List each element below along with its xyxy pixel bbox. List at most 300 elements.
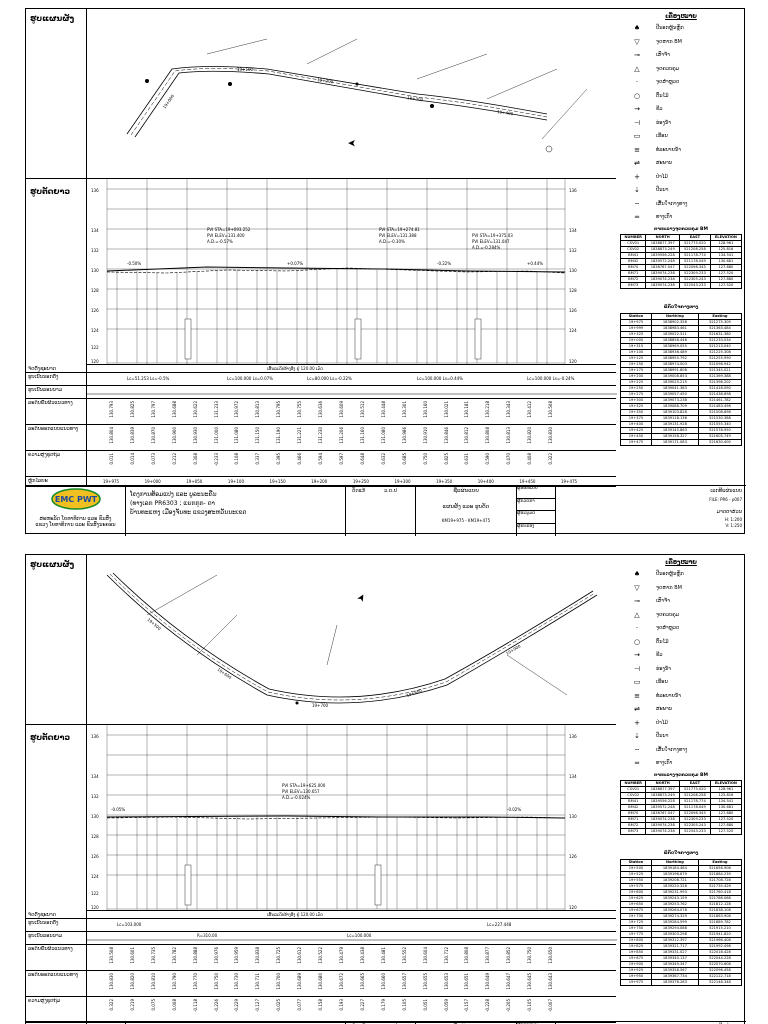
station-label: 19+300	[394, 479, 411, 484]
table-cell: BM72	[621, 823, 646, 829]
legend-symbol-icon: ▽	[634, 583, 640, 592]
legend-item	[616, 637, 746, 648]
row-label: ຄວາມສູງຂຸດຖົມ	[28, 452, 61, 458]
ground-level-value: 130.412	[527, 401, 533, 418]
ground-level-value: 130.782	[171, 947, 177, 964]
legend-symbol-icon: ═	[634, 213, 640, 221]
pvi-elev: PVI ELEV=131.400	[207, 233, 245, 238]
table-header-cell: ELEVATION	[710, 235, 741, 241]
table-row	[621, 380, 742, 386]
design-level-value: 130.812	[464, 427, 470, 444]
role-approver: ຜູ້ອະນຸມັດ	[517, 511, 556, 524]
road-station-label: 19+300	[406, 95, 424, 103]
y-tick-label-right: 128	[569, 288, 577, 293]
legend-symbol-icon: ⊸	[634, 597, 640, 605]
drawing-sheet-2	[25, 554, 745, 1024]
ground-level-value: 130.552	[401, 947, 407, 964]
y-tick-label: 124	[91, 874, 99, 879]
ground-level-value: 130.636	[318, 401, 324, 418]
table-cell: 19+475	[621, 440, 652, 446]
table-cell: BM72	[621, 277, 646, 283]
cut-fill-value: 0.322	[548, 453, 554, 465]
north-arrow-icon: ➤	[347, 137, 356, 148]
table-cell: 521708.728	[698, 878, 741, 884]
legend-item-label: ປ່າໄມ້	[656, 173, 668, 180]
table-cell: 19+275	[621, 392, 652, 398]
sheet-number-box	[616, 485, 746, 535]
table-cell: 19+400	[621, 422, 652, 428]
table-row	[621, 956, 742, 962]
design-level-row	[26, 971, 616, 997]
ground-level-value: 130.755	[297, 401, 303, 418]
table-cell: 1839572.248	[646, 259, 680, 265]
table-cell: 19+000	[621, 338, 652, 344]
ground-level-value: 130.609	[339, 401, 344, 418]
pvi-sta: PVI STA=19+625.000	[282, 783, 326, 788]
row-label: ຈັດຕັ້ງຊະນາດ	[28, 912, 57, 918]
legend-symbol-icon: ·	[635, 624, 639, 632]
legend-item-label: ຕົ້ນໄມ້	[656, 92, 669, 99]
table-cell: 522044.228	[698, 956, 741, 962]
table-cell: 1839349.347	[651, 962, 698, 968]
y-tick-label: 128	[91, 834, 99, 839]
legend-item	[616, 37, 746, 48]
legend-item-label: ທາງເກົ່າ	[656, 214, 673, 220]
legend-item	[616, 158, 746, 169]
alignment-coords-table	[620, 313, 742, 446]
table-header-cell: NUMBER	[621, 235, 646, 241]
cut-fill-value: -0.127	[255, 999, 261, 1012]
role-designer: ຜູ້ອອກແບບ	[517, 486, 556, 499]
revision-column-label: ດັດແກ້	[352, 488, 366, 494]
table-cell: 1839118.136	[651, 416, 698, 422]
legend-symbol-icon: ⊸	[634, 51, 640, 59]
ground-level-value: 130.838	[255, 947, 261, 964]
cut-fill-value: 0.179	[380, 999, 386, 1011]
legend-item-label: ສະພານ	[656, 160, 673, 166]
cut-fill-value: 0.685	[401, 453, 407, 465]
ground-level-value: 130.888	[192, 947, 198, 964]
datum-row	[26, 911, 616, 919]
cut-fill-value: -0.233	[213, 453, 219, 466]
table-cell: 1838974.003	[651, 362, 698, 368]
table-cell: 521966.408	[698, 938, 741, 944]
y-tick-label-right: 126	[569, 308, 577, 313]
design-level-value: 130.900	[171, 427, 177, 444]
table-row	[621, 332, 742, 338]
legend-item	[616, 704, 746, 715]
title-block	[26, 485, 616, 535]
design-level-value: 130.813	[506, 427, 512, 444]
table-row	[621, 440, 742, 446]
legend-symbol-icon: →	[634, 651, 640, 659]
table-cell: 19+325	[621, 332, 652, 338]
design-level-value: 130.839	[129, 427, 135, 444]
profile-view	[86, 179, 616, 365]
table-cell: 522543.233	[680, 283, 711, 289]
table-cell: 521213.040	[698, 344, 741, 350]
ground-level-value: 130.160	[422, 401, 428, 418]
table-cell: 19+100	[621, 350, 652, 356]
drawing-range: KM19+975 - KM19+475	[441, 518, 491, 523]
table-cell: 19+725	[621, 920, 652, 926]
cut-fill-value: 0.108	[234, 453, 240, 465]
design-level-value: 131.230	[318, 427, 324, 444]
table-cell: 1839243.159	[651, 896, 698, 902]
horizontal-curve-row	[26, 919, 616, 932]
ground-level-value: 130.612	[297, 947, 303, 964]
cut-fill-value: 0.011	[109, 453, 114, 465]
y-tick-label: 134	[91, 774, 99, 779]
table-cell: 19+600	[621, 890, 652, 896]
road-station-label: 19+400	[496, 109, 514, 117]
cut-fill-value: 0.322	[109, 999, 114, 1011]
table-row	[621, 980, 742, 986]
y-tick-label-right: 136	[569, 734, 577, 739]
design-level-value: 130.870	[150, 427, 156, 444]
cut-fill-value: 0.051	[422, 999, 428, 1011]
table-cell: BM70	[621, 811, 646, 817]
curve-label: Lc=51.253 Ls=-0.5%	[127, 376, 170, 381]
table-header-row	[621, 860, 742, 866]
legend-symbol-icon: ≡	[634, 145, 640, 154]
table-cell: 127.880	[710, 277, 741, 283]
ground-level-value: 130.522	[318, 947, 324, 964]
table-cell: 521483.496	[698, 404, 741, 410]
y-tick-label: 126	[91, 854, 99, 859]
datum-text: ເສັ້ນລະດັບອ້າງອີງ ຢູ່ 120.00 ເມັດ	[267, 912, 323, 917]
table-cell: 1838873.249	[646, 247, 680, 253]
legend-symbol-icon: ▭	[633, 678, 641, 686]
plan-view-label: ຮູບແຜນຜັງ	[30, 14, 75, 23]
road-station-label: 19+700	[312, 703, 329, 708]
legend-title: ເຄື່ອງໝາຍ	[665, 13, 697, 20]
cut-fill-value: -0.105	[527, 999, 533, 1012]
design-level-value: 130.665	[359, 973, 365, 990]
table-cell: 134.541	[710, 799, 741, 805]
legend-item-label: ຮ່ອງນ້ຳ	[656, 119, 671, 126]
legend-item-label: ເສົາຈ້ຳ	[656, 52, 670, 58]
table-cell: 521178.049	[680, 805, 711, 811]
legend-item	[616, 23, 746, 34]
table-row	[621, 944, 742, 950]
table-cell: 1838902.358	[651, 320, 698, 326]
table-cell: 19+650	[621, 902, 652, 908]
legend-symbol-icon: ╌	[634, 199, 640, 208]
table-row	[621, 878, 742, 884]
table-cell: 1839074.238	[646, 823, 680, 829]
table-cell: 1839074.238	[646, 277, 680, 283]
table-cell: 522122.718	[698, 974, 741, 980]
legend-symbol-icon: ╌	[634, 745, 640, 754]
table-row	[621, 908, 742, 914]
table-cell: 522543.233	[680, 829, 711, 835]
table-cell: 1839556.228	[646, 799, 680, 805]
road-station-label: 19+800	[405, 687, 423, 698]
station-label: 19+450	[519, 479, 536, 484]
table-cell: 19+325	[621, 404, 652, 410]
grade-label: +0.07%	[287, 261, 304, 266]
cut-fill-value: -0.205	[506, 999, 512, 1012]
table-cell: 521775.020	[680, 241, 711, 247]
signature-box	[556, 486, 616, 536]
table-cell: 1838877.397	[646, 241, 680, 247]
table-cell: 521508.698	[698, 410, 741, 416]
control-points-table	[620, 780, 742, 835]
station-label: 19+400	[477, 479, 494, 484]
table-cell: 521416.090	[698, 386, 741, 392]
table-row	[621, 428, 742, 434]
table-cell: 521630.400	[698, 440, 741, 446]
design-level-value: 130.820	[129, 973, 135, 990]
ground-level-value: 130.825	[129, 401, 135, 418]
table-row	[621, 398, 742, 404]
table-cell: 522098.345	[680, 811, 711, 817]
table-header-cell: Station	[621, 860, 652, 866]
legend-symbol-icon: ○	[633, 637, 641, 646]
design-level-value: 130.651	[464, 973, 470, 990]
table-header-cell: NORTH	[646, 235, 680, 241]
table-cell: 134.541	[710, 253, 741, 259]
ground-level-value: 130.604	[422, 947, 428, 964]
table-row	[621, 283, 742, 289]
legend-item	[616, 664, 746, 675]
table-cell: 521631.380	[698, 332, 741, 338]
table-cell: 522309.233	[680, 271, 711, 277]
table-cell: 19+150	[621, 362, 652, 368]
legend-item-label: ຈຸດຄວບຄຸມ	[656, 611, 680, 618]
table-row	[621, 350, 742, 356]
cut-fill-value: -0.059	[443, 999, 449, 1012]
table-cell: 1839022.311	[651, 332, 698, 338]
table-row	[621, 356, 742, 362]
table-cell: 128.961	[710, 787, 741, 793]
plan-view-drawing	[87, 9, 617, 179]
table-cell: 1839074.238	[646, 271, 680, 277]
table-cell: 1838873.249	[646, 793, 680, 799]
table-cell: 521578.950	[698, 428, 741, 434]
y-tick-label-right: 120	[569, 359, 577, 364]
table-cell: 1839171.083	[651, 440, 698, 446]
table-cell: 127.880	[710, 265, 741, 271]
y-tick-label: 126	[91, 308, 99, 313]
company-line-1: ສະຫະລັດ ໂຍທາທິການ ແລະ ຂົນສົ່ງ	[39, 516, 112, 522]
north-arrow-icon: ➤	[355, 591, 369, 605]
table-cell: 521555.340	[698, 422, 741, 428]
scale-vertical: V: 1:250	[725, 523, 742, 528]
legend-item	[616, 596, 746, 607]
project-line-3: ບ້ານທະແຫງ ເມືອງຈັນທະ ແຂວງສະຫວັນນະເຂດ	[130, 509, 247, 516]
ground-level-value: 131.233	[213, 401, 219, 418]
design-level-value: 130.730	[234, 973, 240, 990]
cut-fill-value: 0.075	[150, 999, 156, 1011]
table-row	[621, 386, 742, 392]
design-level-value: 130.660	[380, 973, 386, 990]
design-level-value: 130.711	[255, 973, 261, 990]
cut-fill-value: 0.632	[380, 453, 386, 465]
table-header-cell: ELEVATION	[710, 781, 741, 787]
grade-label: -0.22%	[437, 261, 452, 266]
ground-level-value: 130.508	[548, 401, 554, 418]
legend-item-label: ເສັ້ນໃຈກາງທາງ	[656, 200, 688, 207]
design-level-row	[26, 425, 616, 451]
curve-label: Lc=100.000 Ls=-0.24%	[527, 376, 575, 381]
design-level-value: 130.657	[401, 973, 407, 990]
table-cell: 128.961	[710, 241, 741, 247]
y-tick-label: 132	[91, 248, 99, 253]
design-level-value: 130.645	[527, 973, 533, 990]
table-cell: 1839220.328	[651, 884, 698, 890]
row-label: ຄວາມສູງຂຸດຖົມ	[28, 998, 61, 1004]
table-cell: 522018.428	[698, 950, 741, 956]
table-cell: 521345.021	[698, 368, 741, 374]
table-cell: 19+315	[621, 344, 652, 350]
table-row	[621, 362, 742, 368]
plan-view-area	[86, 9, 616, 179]
file-number: FILE: PR6 - p007	[709, 497, 742, 502]
table-row	[621, 374, 742, 380]
table-cell: 1838877.397	[646, 787, 680, 793]
ground-level-value: 130.735	[150, 947, 156, 964]
table-cell: 1839331.027	[651, 950, 698, 956]
table-cell: 521363.484	[698, 326, 741, 332]
grade-label: -0.05%	[111, 807, 126, 812]
table-row	[621, 368, 742, 374]
y-tick-label-right: 132	[569, 248, 577, 253]
y-tick-label: 124	[91, 328, 99, 333]
table-cell: 130.681	[710, 805, 741, 811]
legend-item-label: ຈຸດສຳຫຼວດ	[656, 79, 680, 85]
legend-symbol-icon: △	[634, 610, 640, 619]
cut-fill-value: -0.226	[213, 999, 219, 1012]
design-level-value: 130.910	[422, 427, 428, 444]
legend-item	[616, 650, 746, 661]
table-cell: 127.880	[710, 823, 741, 829]
legend-item	[616, 677, 746, 688]
table-cell: 521369.388	[698, 374, 741, 380]
ground-level-value: 130.438	[359, 947, 365, 964]
station-label: 19+250	[352, 479, 369, 484]
plan-view	[26, 555, 616, 725]
table-cell: 19+500	[621, 866, 652, 872]
table-cell: BM70	[621, 265, 646, 271]
table-cell: 1839025.215	[651, 380, 698, 386]
table-cell: 1839303.298	[651, 932, 698, 938]
drawing-title-box	[416, 486, 556, 536]
table-cell: 521605.749	[698, 434, 741, 440]
row-label: ຮູບເນີ້ນນອກຕັ້ງ	[28, 920, 59, 926]
legend-item	[616, 64, 746, 75]
table-row	[621, 410, 742, 416]
legend-symbol-icon: ▭	[633, 132, 641, 140]
legend-item	[616, 583, 746, 594]
table-cell: 521225.308	[698, 350, 741, 356]
table-cell: 1839556.228	[646, 253, 680, 259]
pvi-sta: PVI STA=19+274.81	[379, 227, 420, 232]
table-cell: 1839274.329	[651, 914, 698, 920]
y-tick-label: 128	[91, 288, 99, 293]
table-row	[621, 914, 742, 920]
table-cell: BM42	[621, 805, 646, 811]
ground-level-value: 130.959	[234, 947, 240, 964]
cut-fill-row	[26, 451, 616, 477]
y-tick-label: 136	[91, 734, 99, 739]
table-cell: BM71	[621, 817, 646, 823]
table-cell: 1839074.238	[646, 817, 680, 823]
table-cell: BM73	[621, 283, 646, 289]
cut-fill-value: 0.590	[485, 453, 491, 465]
table-cell: 1839376.283	[651, 980, 698, 986]
table-row	[621, 896, 742, 902]
legend-item-label: ຕົ້ນໄມ້	[656, 638, 669, 645]
table-row	[621, 890, 742, 896]
legend-item	[616, 623, 746, 634]
legend-symbol-icon: ⇣	[634, 186, 640, 194]
table-cell: 130.681	[710, 259, 741, 265]
cut-fill-value: 0.105	[401, 999, 407, 1011]
road-station-label: 19+900	[505, 643, 522, 656]
table-row	[621, 829, 742, 835]
cut-fill-value: 0.158	[318, 999, 324, 1011]
legend-item	[616, 745, 746, 756]
table-cell: 1838858.448	[651, 338, 698, 344]
table-row	[621, 434, 742, 440]
table-header-cell: Station	[621, 314, 652, 320]
ground-level-value: 130.808	[464, 947, 470, 964]
table-row	[621, 968, 742, 974]
control-table-title: ຕາຕະລາງຈຸດຄວບຄຸມ BM	[654, 227, 708, 232]
road-station-label: 19+600	[216, 666, 233, 681]
drawing-title: ແຜນຜັງ ແລະ ຮູບຕັດ	[442, 504, 490, 510]
table-row	[621, 422, 742, 428]
legend-symbol-icon: ⊣	[633, 664, 641, 673]
table-cell: 1839131.928	[651, 422, 698, 428]
y-tick-label: 136	[91, 188, 99, 193]
table-row	[621, 872, 742, 878]
logo-icon	[26, 486, 126, 512]
cut-fill-value: -0.228	[485, 999, 491, 1012]
table-cell: 521863.908	[698, 914, 741, 920]
legend-item	[616, 145, 746, 156]
table-cell: 521461.782	[698, 398, 741, 404]
ground-level-value: 130.793	[109, 401, 114, 418]
y-tick-label-right: 124	[569, 328, 577, 333]
table-cell: 1839057.450	[651, 392, 698, 398]
legend-symbol-icon: ▽	[634, 37, 640, 46]
table-cell: 521398.202	[698, 380, 741, 386]
table-header-cell: Northing	[651, 314, 698, 320]
cut-fill-value: 0.408	[527, 453, 533, 465]
legend-title: ເຄື່ອງໝາຍ	[665, 559, 697, 566]
company-line-2: ແຂວງ ໂຍທາທິການ ແລະ ຂົນສົ່ງນະຄອນ	[35, 522, 116, 528]
table-cell: BM41	[621, 253, 646, 259]
legend-item	[616, 50, 746, 61]
table-cell: 1839008.853	[651, 374, 698, 380]
profile-view	[86, 725, 616, 911]
design-level-value: 130.846	[443, 427, 449, 444]
table-cell: 1838955.792	[651, 356, 698, 362]
legend-symbol-icon: ♠	[633, 570, 641, 578]
table-cell: 19+800	[621, 938, 652, 944]
cut-fill-value: 0.395	[276, 453, 282, 465]
cut-fill-value: 0.648	[359, 453, 365, 465]
coord-table-title: ພິກັດໃຈກາງທາງ	[663, 305, 699, 310]
ground-level-value: 130.481	[380, 947, 386, 964]
svg-text:EMC PWT: EMC PWT	[54, 495, 98, 504]
legend-symbol-icon: +	[634, 718, 640, 727]
role-certifier: ຜູ້ຮັບຮອງ	[517, 523, 535, 529]
legend-symbol-icon: ⇣	[634, 732, 640, 740]
